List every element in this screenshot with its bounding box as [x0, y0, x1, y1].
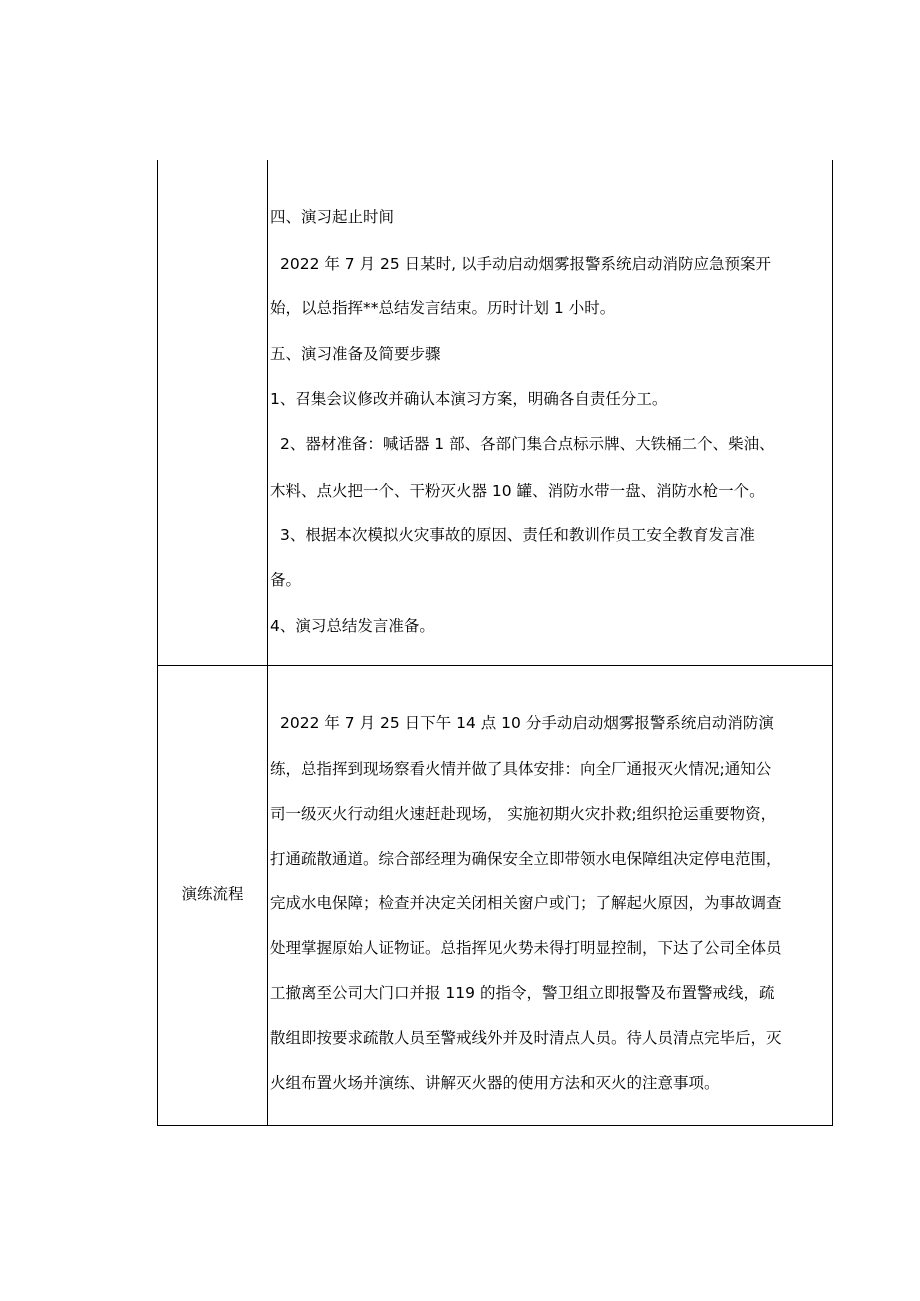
paragraph-line: 火组布置火场并演练、讲解灭火器的使用方法和灭火的注意事项。	[270, 1074, 720, 1092]
paragraph-line: 司一级灭火行动组火速赶赴现场， 实施初期火灾扑救;组织抢运重要物资，	[270, 805, 777, 823]
heading-drill-preparation: 五、演习准备及简要步骤	[270, 345, 441, 363]
paragraph-line: 工撤离至公司大门口并报 119 的指令，警卫组立即报警及布置警戒线，疏	[270, 984, 775, 1002]
table-left-border	[157, 160, 158, 1126]
list-item: 1、召集会议修改并确认本演习方案，明确各自责任分工。	[270, 390, 668, 408]
list-item-continuation: 备。	[270, 571, 302, 589]
table-bottom-border	[157, 1125, 833, 1126]
list-item: 3、根据本次模拟火灾事故的原因、责任和教训作员工安全教育发言准	[280, 526, 755, 544]
list-item-continuation: 木料、点火把一个、干粉灭火器 10 罐、消防水带一盘、消防水枪一个。	[270, 482, 765, 500]
list-item: 4、演习总结发言准备。	[270, 617, 435, 635]
paragraph-line: 完成水电保障；检查并决定关闭相关窗户或门；了解起火原因，为事故调查	[270, 894, 782, 912]
paragraph-line: 2022 年 7 月 25 日下午 14 点 10 分手动启动烟雾报警系统启动消防演	[280, 714, 774, 732]
paragraph-line: 打通疏散通道。综合部经理为确保安全立即带领水电保障组决定停电范围，	[270, 850, 782, 868]
paragraph-line: 始，以总指挥**总结发言结束。历时计划 1 小时。	[270, 299, 616, 317]
table-right-border	[832, 160, 833, 1126]
paragraph-line: 处理掌握原始人证物证。总指挥见火势未得打明显控制，下达了公司全体员	[270, 939, 782, 957]
table-row-divider	[157, 665, 833, 666]
table-column-divider	[267, 160, 268, 1126]
list-item: 2、器材准备：喊话器 1 部、各部门集合点标示牌、大铁桶二个、柴油、	[280, 435, 775, 453]
paragraph-line: 练，总指挥到现场察看火情并做了具体安排：向全厂通报灭火情况;通知公	[270, 760, 772, 778]
paragraph-line: 2022 年 7 月 25 日某时, 以手动启动烟雾报警系统启动消防应急预案开	[280, 255, 772, 273]
row-label-drill-process: 演练流程	[181, 885, 244, 903]
heading-drill-time: 四、演习起止时间	[270, 208, 395, 226]
paragraph-line: 散组即按要求疏散人员至警戒线外并及时清点人员。待人员清点完毕后，灭	[270, 1029, 782, 1047]
